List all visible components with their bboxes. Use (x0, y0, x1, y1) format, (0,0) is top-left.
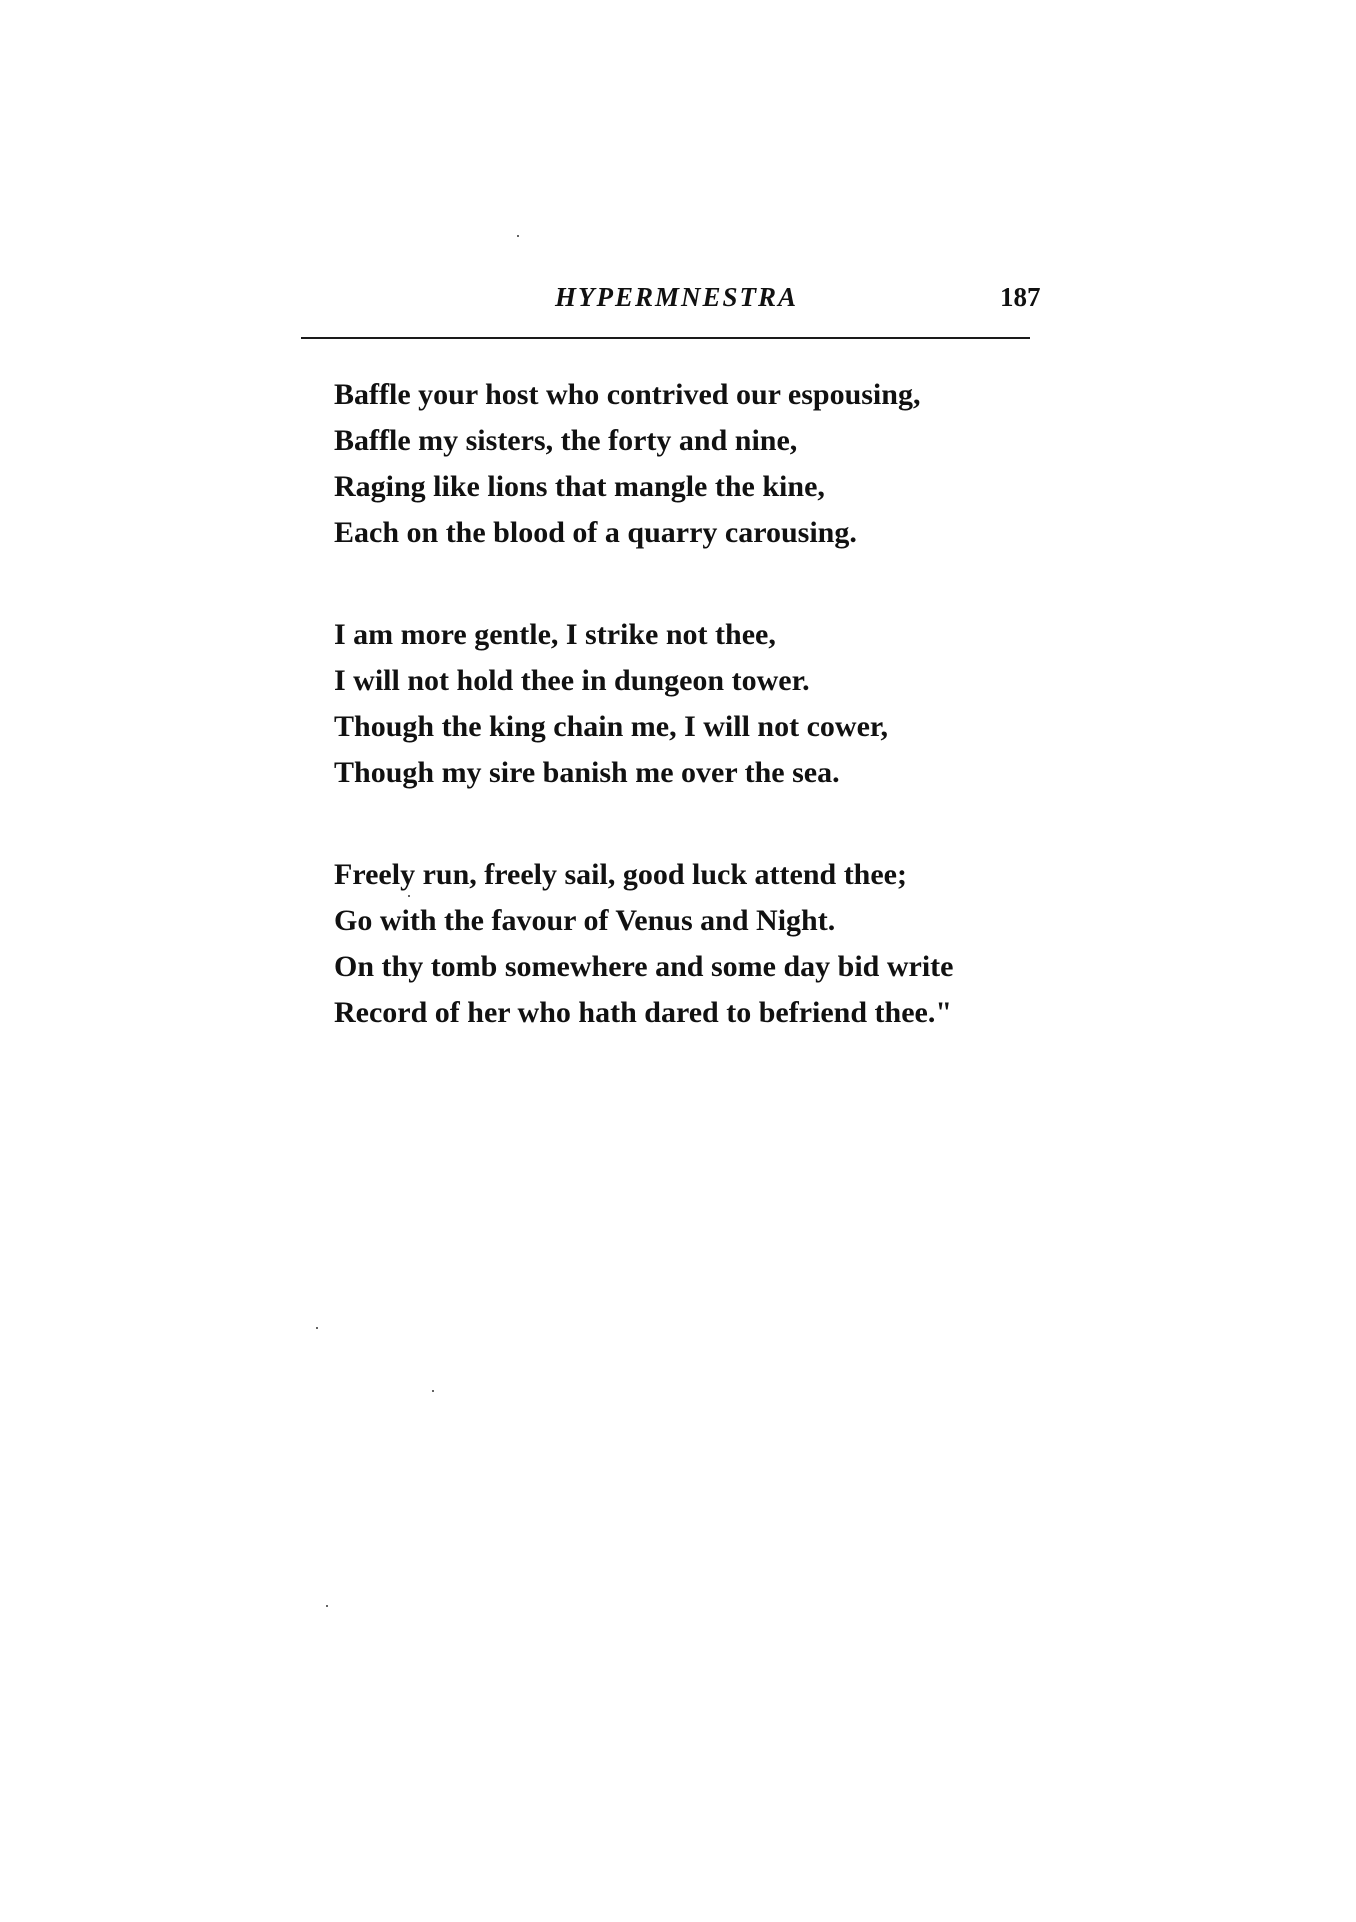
running-header (0, 282, 1356, 322)
poem-body (334, 372, 1054, 1092)
poem-line: Record of her who hath dared to befriend thee." (334, 996, 953, 1029)
poem-line: I am more gentle, I strike not thee, (334, 618, 776, 651)
scan-speck (517, 235, 519, 237)
scan-speck (432, 1390, 434, 1392)
poem-line: Raging like lions that mangle the kine, (334, 470, 825, 503)
poem-line: On thy tomb somewhere and some day bid write (334, 950, 954, 983)
poem-line: I will not hold thee in dungeon tower. (334, 664, 810, 697)
header-rule (301, 337, 1030, 339)
poem-line: Though the king chain me, I will not cower, (334, 710, 888, 743)
poem-line: Baffle my sisters, the forty and nine, (334, 424, 798, 457)
stanza-2 (334, 612, 1054, 796)
scan-speck (408, 895, 410, 897)
scan-speck (326, 1605, 328, 1607)
poem-line: Though my sire banish me over the sea. (334, 756, 840, 789)
scan-speck (316, 1327, 318, 1329)
page-number: 187 (1000, 282, 1041, 312)
poem-line: Freely run, freely sail, good luck attend thee; (334, 858, 907, 891)
poem-line: Baffle your host who contrived our espousing, (334, 378, 921, 411)
poem-line: Each on the blood of a quarry carousing. (334, 516, 857, 549)
page-title: HYPERMNESTRA (555, 282, 799, 312)
stanza-3 (334, 852, 1054, 1036)
poem-line: Go with the favour of Venus and Night. (334, 904, 836, 937)
stanza-1 (334, 372, 1054, 556)
